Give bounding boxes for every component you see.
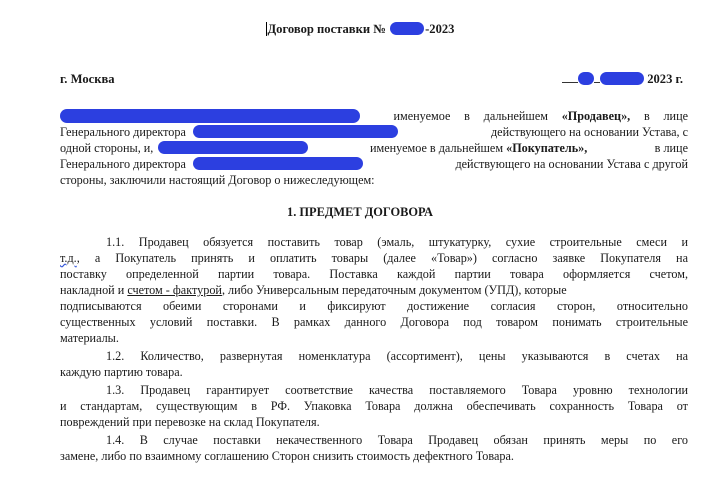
parties-line-3	[60, 141, 688, 157]
redaction-day	[578, 72, 594, 85]
parties-text: в лице	[643, 109, 689, 123]
redaction-buyer-director	[193, 157, 363, 170]
parties-text: именуемое в дальнейшем	[393, 109, 548, 123]
clause-1-3-line-3: повреждений при перевозке на склад Покупателя.	[60, 415, 320, 429]
parties-line-1	[60, 109, 688, 125]
contract-date	[562, 72, 683, 88]
redaction-seller-director	[193, 125, 398, 138]
redaction-buyer-name	[158, 141, 308, 154]
clause-1-1-line-5: подписываются обеими сторонами и фиксируют достижение согласия сторон, относительно	[60, 299, 688, 313]
clause-1-2-line-2: каждую партию товара.	[60, 365, 183, 379]
clause-1-1-line-3: поставку определенной партии товара. Поставка каждой партии товара оформляется счетом,	[60, 267, 688, 281]
title-suffix: -2023	[425, 22, 455, 36]
clause-1-1-line-4	[60, 283, 688, 299]
clause-1-3-line-1: 1.3. Продавец гарантирует соответствие качества поставляемого Товара уровню технологии	[106, 383, 688, 397]
clause-1-1-line-7: материалы.	[60, 331, 119, 345]
redaction-month	[600, 72, 644, 85]
document-title	[0, 22, 720, 38]
spellcheck-word: т.д.	[60, 251, 77, 265]
redaction-seller-name	[60, 109, 360, 123]
redaction-contract-number	[390, 22, 424, 35]
parties-text: именуемое в дальнейшем	[370, 141, 504, 155]
text-cursor	[266, 22, 267, 36]
date-year: 2023 г.	[647, 72, 683, 86]
parties-line-5: стороны, заключили настоящий Договор о нижеследующем:	[60, 173, 375, 187]
date-underline-left	[562, 82, 578, 83]
section-title: 1. ПРЕДМЕТ ДОГОВОРА	[287, 205, 433, 219]
parties-text: Генерального директора	[60, 125, 186, 139]
clause-1-3-line-2: и стандартам, существующим в РФ. Упаковка Товара должна обеспечивать сохранность Товара от	[60, 399, 688, 413]
parties-text: в лице	[654, 141, 688, 155]
clause-1-4-line-1: 1.4. В случае поставки некачественного Товара Продавец обязан принять меры по его	[106, 433, 688, 447]
buyer-term: «Покупатель»,	[506, 141, 588, 155]
clause-1-1-line-6: существенных условий поставки. В рамках данного Договора под товаром понимать строительные	[60, 315, 688, 329]
title-prefix: Договор поставки №	[267, 22, 386, 36]
contract-city: г. Москва	[60, 72, 115, 86]
clause-text: , либо Универсальным передаточным документом (УПД), которые	[221, 283, 567, 297]
clause-1-2-line-1: 1.2. Количество, развернутая номенклатура (ассортимент), цены указываются в счетах на	[106, 349, 688, 363]
clause-text: накладной и	[60, 283, 128, 297]
seller-term: «Продавец»,	[561, 109, 631, 123]
parties-text: одной стороны, и,	[60, 141, 154, 155]
clause-1-4-line-2: замене, либо по взаимному соглашению Сторон снизить стоимость дефектного Товара.	[60, 449, 514, 463]
spellcheck-word: счетом - фактурой	[127, 283, 222, 297]
clause-1-1-line-2	[60, 251, 688, 267]
parties-text: Генерального директора	[60, 157, 186, 171]
parties-line-4	[60, 157, 688, 173]
date-underline-mid	[594, 82, 600, 83]
clause-1-1-line-1: 1.1. Продавец обязуется поставить товар (эмаль, штукатурку, сухие строительные смеси и	[106, 235, 688, 249]
parties-text: действующего на основании Устава с другой	[455, 157, 688, 171]
parties-text-group	[370, 141, 587, 157]
clause-text: , а Покупатель принять и оплатить товары (далее «Товар») согласно заявке Покупателя на	[76, 251, 688, 265]
parties-text: действующего на основании Устава, с	[490, 125, 688, 139]
parties-line-2	[60, 125, 688, 141]
